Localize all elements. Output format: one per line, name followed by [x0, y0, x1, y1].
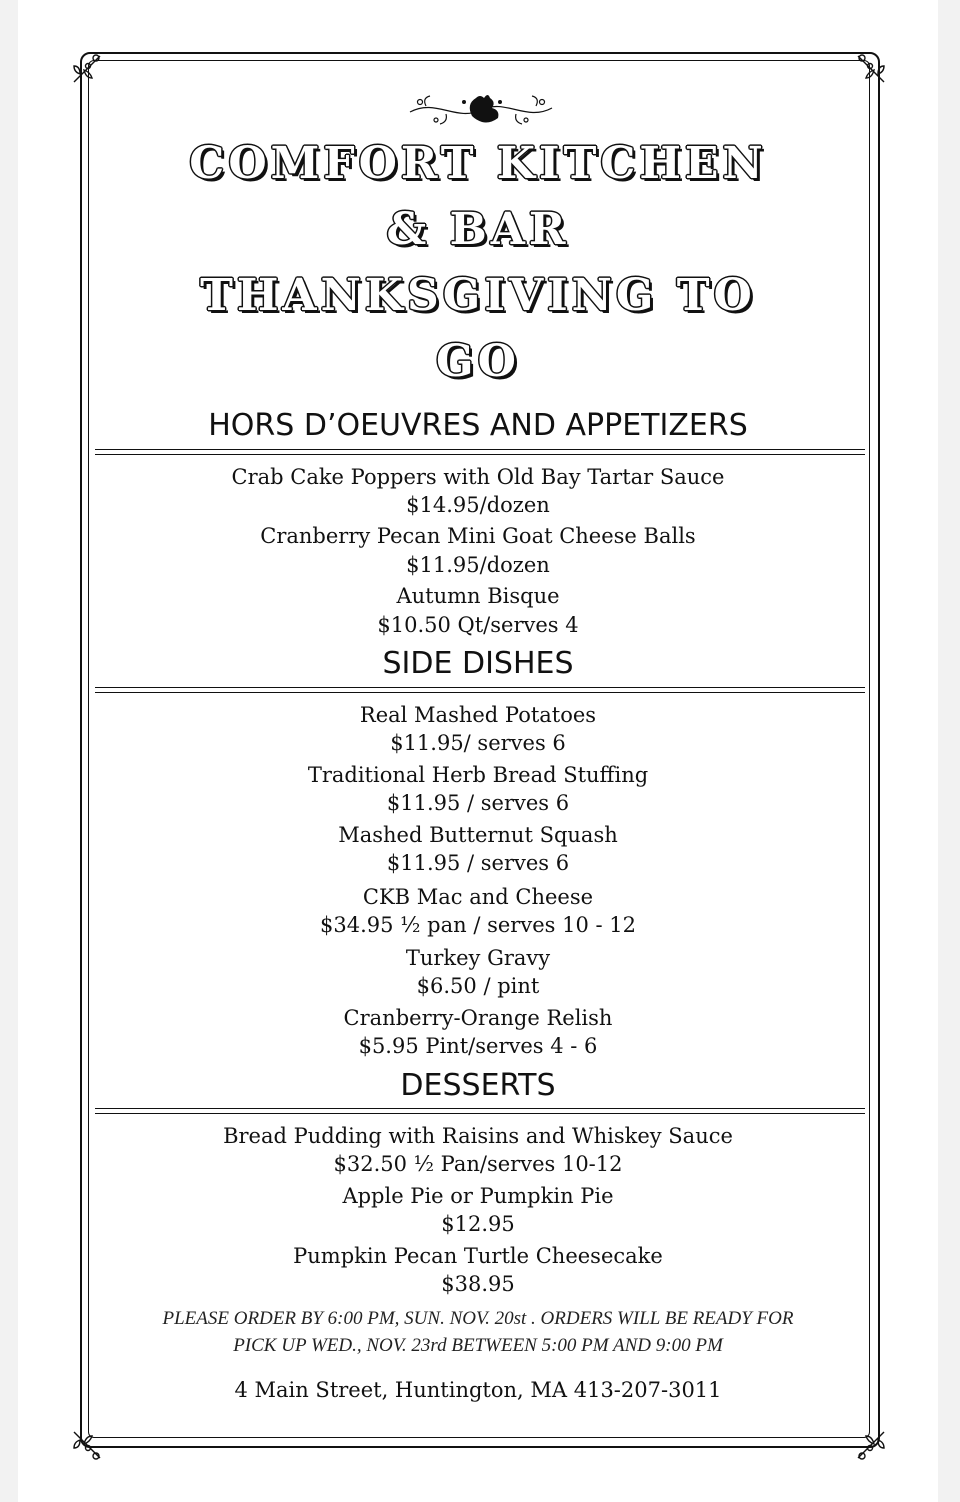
floral-sprig-icon [854, 1428, 888, 1462]
menu-item-price: $38.95 [441, 1272, 515, 1296]
floral-sprig-icon [854, 52, 888, 86]
restaurant-title-line-2: & BAR [386, 204, 570, 255]
menu-item-price: $11.95/ serves 6 [390, 731, 566, 755]
section-heading-desserts: DESSERTS [400, 1068, 556, 1103]
menu-item-price: $11.95 / serves 6 [386, 851, 570, 875]
menu-item-price: $11.95 / serves 6 [386, 791, 570, 815]
menu-item-name: Autumn Bisque [396, 584, 560, 608]
menu-item-name: Traditional Herb Bread Stuffing [307, 763, 649, 787]
menu-item-name: Pumpkin Pecan Turtle Cheesecake [293, 1244, 663, 1268]
menu-item-price: $32.50 ½ Pan/serves 10-12 [333, 1152, 623, 1176]
menu-page [18, 0, 938, 1502]
event-title-line-1: THANKSGIVING TO [200, 270, 756, 321]
menu-item-price: $10.50 Qt/serves 4 [377, 613, 579, 637]
menu-item-name: CKB Mac and Cheese [362, 885, 594, 909]
floral-sprig-icon [70, 1428, 104, 1462]
menu-item-name: Mashed Butternut Squash [338, 823, 618, 847]
menu-item-price: $14.95/dozen [406, 493, 550, 517]
restaurant-title-line-1: COMFORT KITCHEN [189, 138, 767, 189]
event-title-line-2: GO [436, 336, 520, 387]
menu-item-name: Apple Pie or Pumpkin Pie [342, 1184, 614, 1208]
menu-item-name: Cranberry Pecan Mini Goat Cheese Balls [260, 524, 696, 548]
section-divider [95, 687, 865, 693]
section-divider [95, 1108, 865, 1114]
menu-item-name: Bread Pudding with Raisins and Whiskey Sauce [223, 1124, 733, 1148]
menu-item-name: Real Mashed Potatoes [359, 703, 597, 727]
pickup-time-notice: PICK UP WED., NOV. 23rd BETWEEN 5:00 PM AND 9:00 PM [233, 1335, 723, 1356]
menu-item-price: $11.95/dozen [406, 553, 550, 577]
address-phone: 4 Main Street, Huntington, MA 413-207-3011 [234, 1378, 722, 1402]
menu-item-name: Turkey Gravy [405, 946, 551, 970]
rooster-vine-ornament-icon [406, 88, 556, 130]
section-divider [95, 449, 865, 455]
menu-item-price: $34.95 ½ pan / serves 10 - 12 [320, 913, 636, 937]
section-heading-appetizers: HORS D’OEUVRES AND APPETIZERS [208, 408, 748, 443]
order-deadline-notice: PLEASE ORDER BY 6:00 PM, SUN. NOV. 20st . ORDERS WILL BE READY FOR [162, 1308, 794, 1329]
menu-item-name: Crab Cake Poppers with Old Bay Tartar Sauce [231, 465, 725, 489]
menu-item-price: $12.95 [441, 1212, 515, 1236]
menu-item-price: $5.95 Pint/serves 4 - 6 [358, 1034, 598, 1058]
section-heading-sides: SIDE DISHES [382, 646, 574, 681]
menu-item-price: $6.50 / pint [416, 974, 540, 998]
floral-sprig-icon [70, 52, 104, 86]
menu-item-name: Cranberry-Orange Relish [343, 1006, 613, 1030]
